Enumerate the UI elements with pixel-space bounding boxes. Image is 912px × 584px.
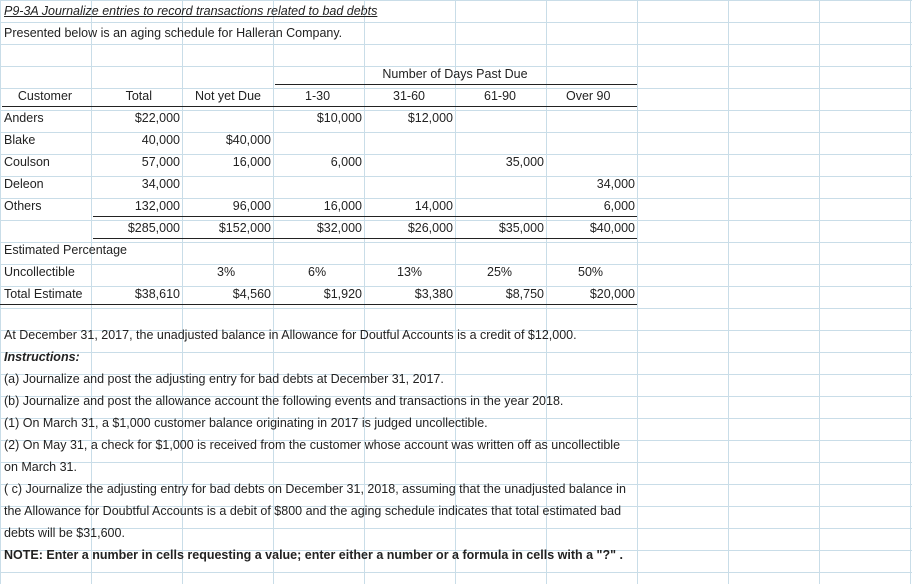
instruction-b2: (2) On May 31, a check for $1,000 is received from the customer whose account was written off as uncollectible	[4, 438, 621, 452]
estimate-1-30: $1,920	[323, 287, 362, 301]
row-coulson-61-90: 35,000	[505, 155, 544, 169]
col-header-61-90: 61-90	[484, 89, 516, 103]
col-header-31-60: 31-60	[393, 89, 425, 103]
row-blake-customer: Blake	[4, 133, 36, 147]
col-header-customer: Customer	[17, 89, 73, 103]
total-estimate-label: Total Estimate	[4, 287, 83, 301]
row-anders-1-30: $10,000	[316, 111, 362, 125]
instruction-c-cont1: the Allowance for Doubtful Accounts is a debit of $800 and the aging schedule indicates that total estimated bad	[4, 504, 622, 518]
instruction-c-cont2: debts will be $31,600.	[4, 526, 125, 540]
pct-31-60: 13%	[397, 265, 423, 279]
estimate-61-90: $8,750	[505, 287, 544, 301]
note-text: NOTE: Enter a number in cells requesting a value; enter either a number or a formula in cells with a "?" .	[4, 548, 623, 562]
row-others-not-due: 96,000	[232, 199, 271, 213]
row-deleon-over-90: 34,000	[596, 177, 635, 191]
days-past-due-header: Number of Days Past Due	[382, 67, 528, 81]
header-rule	[275, 84, 637, 85]
row-deleon-customer: Deleon	[4, 177, 44, 191]
intro-text: Presented below is an aging schedule for Halleran Company.	[4, 26, 343, 40]
estimate-not-due: $4,560	[232, 287, 271, 301]
pct-over-90: 50%	[578, 265, 604, 279]
row-coulson-total: 57,000	[141, 155, 180, 169]
totals-overline	[93, 216, 637, 217]
row-others-31-60: 14,000	[414, 199, 453, 213]
totals-1-30: $32,000	[316, 221, 362, 235]
row-blake-total: 40,000	[141, 133, 180, 147]
grid-line	[819, 0, 820, 584]
row-coulson-customer: Coulson	[4, 155, 50, 169]
col-header-total: Total	[125, 89, 152, 103]
pct-61-90: 25%	[487, 265, 513, 279]
row-others-total: 132,000	[134, 199, 180, 213]
row-coulson-not-due: 16,000	[232, 155, 271, 169]
pct-1-30: 6%	[308, 265, 327, 279]
totals-31-60: $26,000	[407, 221, 453, 235]
row-others-customer: Others	[4, 199, 42, 213]
row-others-over-90: 6,000	[603, 199, 635, 213]
instructions-heading: Instructions:	[4, 350, 80, 364]
estimate-underline	[0, 304, 637, 305]
grid-line	[637, 0, 638, 584]
col-header-not-yet-due: Not yet Due	[194, 89, 261, 103]
totals-total: $285,000	[127, 221, 180, 235]
estimate-31-60: $3,380	[414, 287, 453, 301]
row-anders-31-60: $12,000	[407, 111, 453, 125]
estimated-percentage-label: Estimated Percentage	[4, 243, 127, 257]
col-header-1-30: 1-30	[305, 89, 331, 103]
row-anders-customer: Anders	[4, 111, 44, 125]
grid-line	[0, 0, 1, 584]
totals-not-due: $152,000	[218, 221, 271, 235]
instruction-b: (b) Journalize and post the allowance account the following events and transactions in the year 2018.	[4, 394, 564, 408]
uncollectible-label: Uncollectible	[4, 265, 75, 279]
instruction-c: ( c) Journalize the adjusting entry for bad debts on December 31, 2018, assuming that the unadjusted balance in	[4, 482, 626, 496]
grid-line	[728, 0, 729, 584]
balance-note: At December 31, 2017, the unadjusted balance in Allowance for Doutful Accounts is a credit of $12,000.	[4, 328, 577, 342]
row-deleon-total: 34,000	[141, 177, 180, 191]
row-coulson-1-30: 6,000	[330, 155, 362, 169]
col-header-over-90: Over 90	[566, 89, 611, 103]
row-anders-total: $22,000	[134, 111, 180, 125]
header-underline	[2, 106, 637, 107]
instruction-b1: (1) On March 31, a $1,000 customer balance originating in 2017 is judged uncollectible.	[4, 416, 488, 430]
estimate-over-90: $20,000	[589, 287, 635, 301]
totals-over-90: $40,000	[589, 221, 635, 235]
grid-line	[910, 0, 911, 584]
instruction-a: (a) Journalize and post the adjusting entry for bad debts at December 31, 2017.	[4, 372, 444, 386]
row-blake-not-due: $40,000	[225, 133, 271, 147]
totals-underline	[93, 238, 637, 239]
pct-not-due: 3%	[217, 265, 236, 279]
instruction-b2-cont: on March 31.	[4, 460, 77, 474]
estimate-total: $38,610	[134, 287, 180, 301]
page-title: P9-3A Journalize entries to record transactions related to bad debts	[4, 4, 378, 18]
row-others-1-30: 16,000	[323, 199, 362, 213]
totals-61-90: $35,000	[498, 221, 544, 235]
